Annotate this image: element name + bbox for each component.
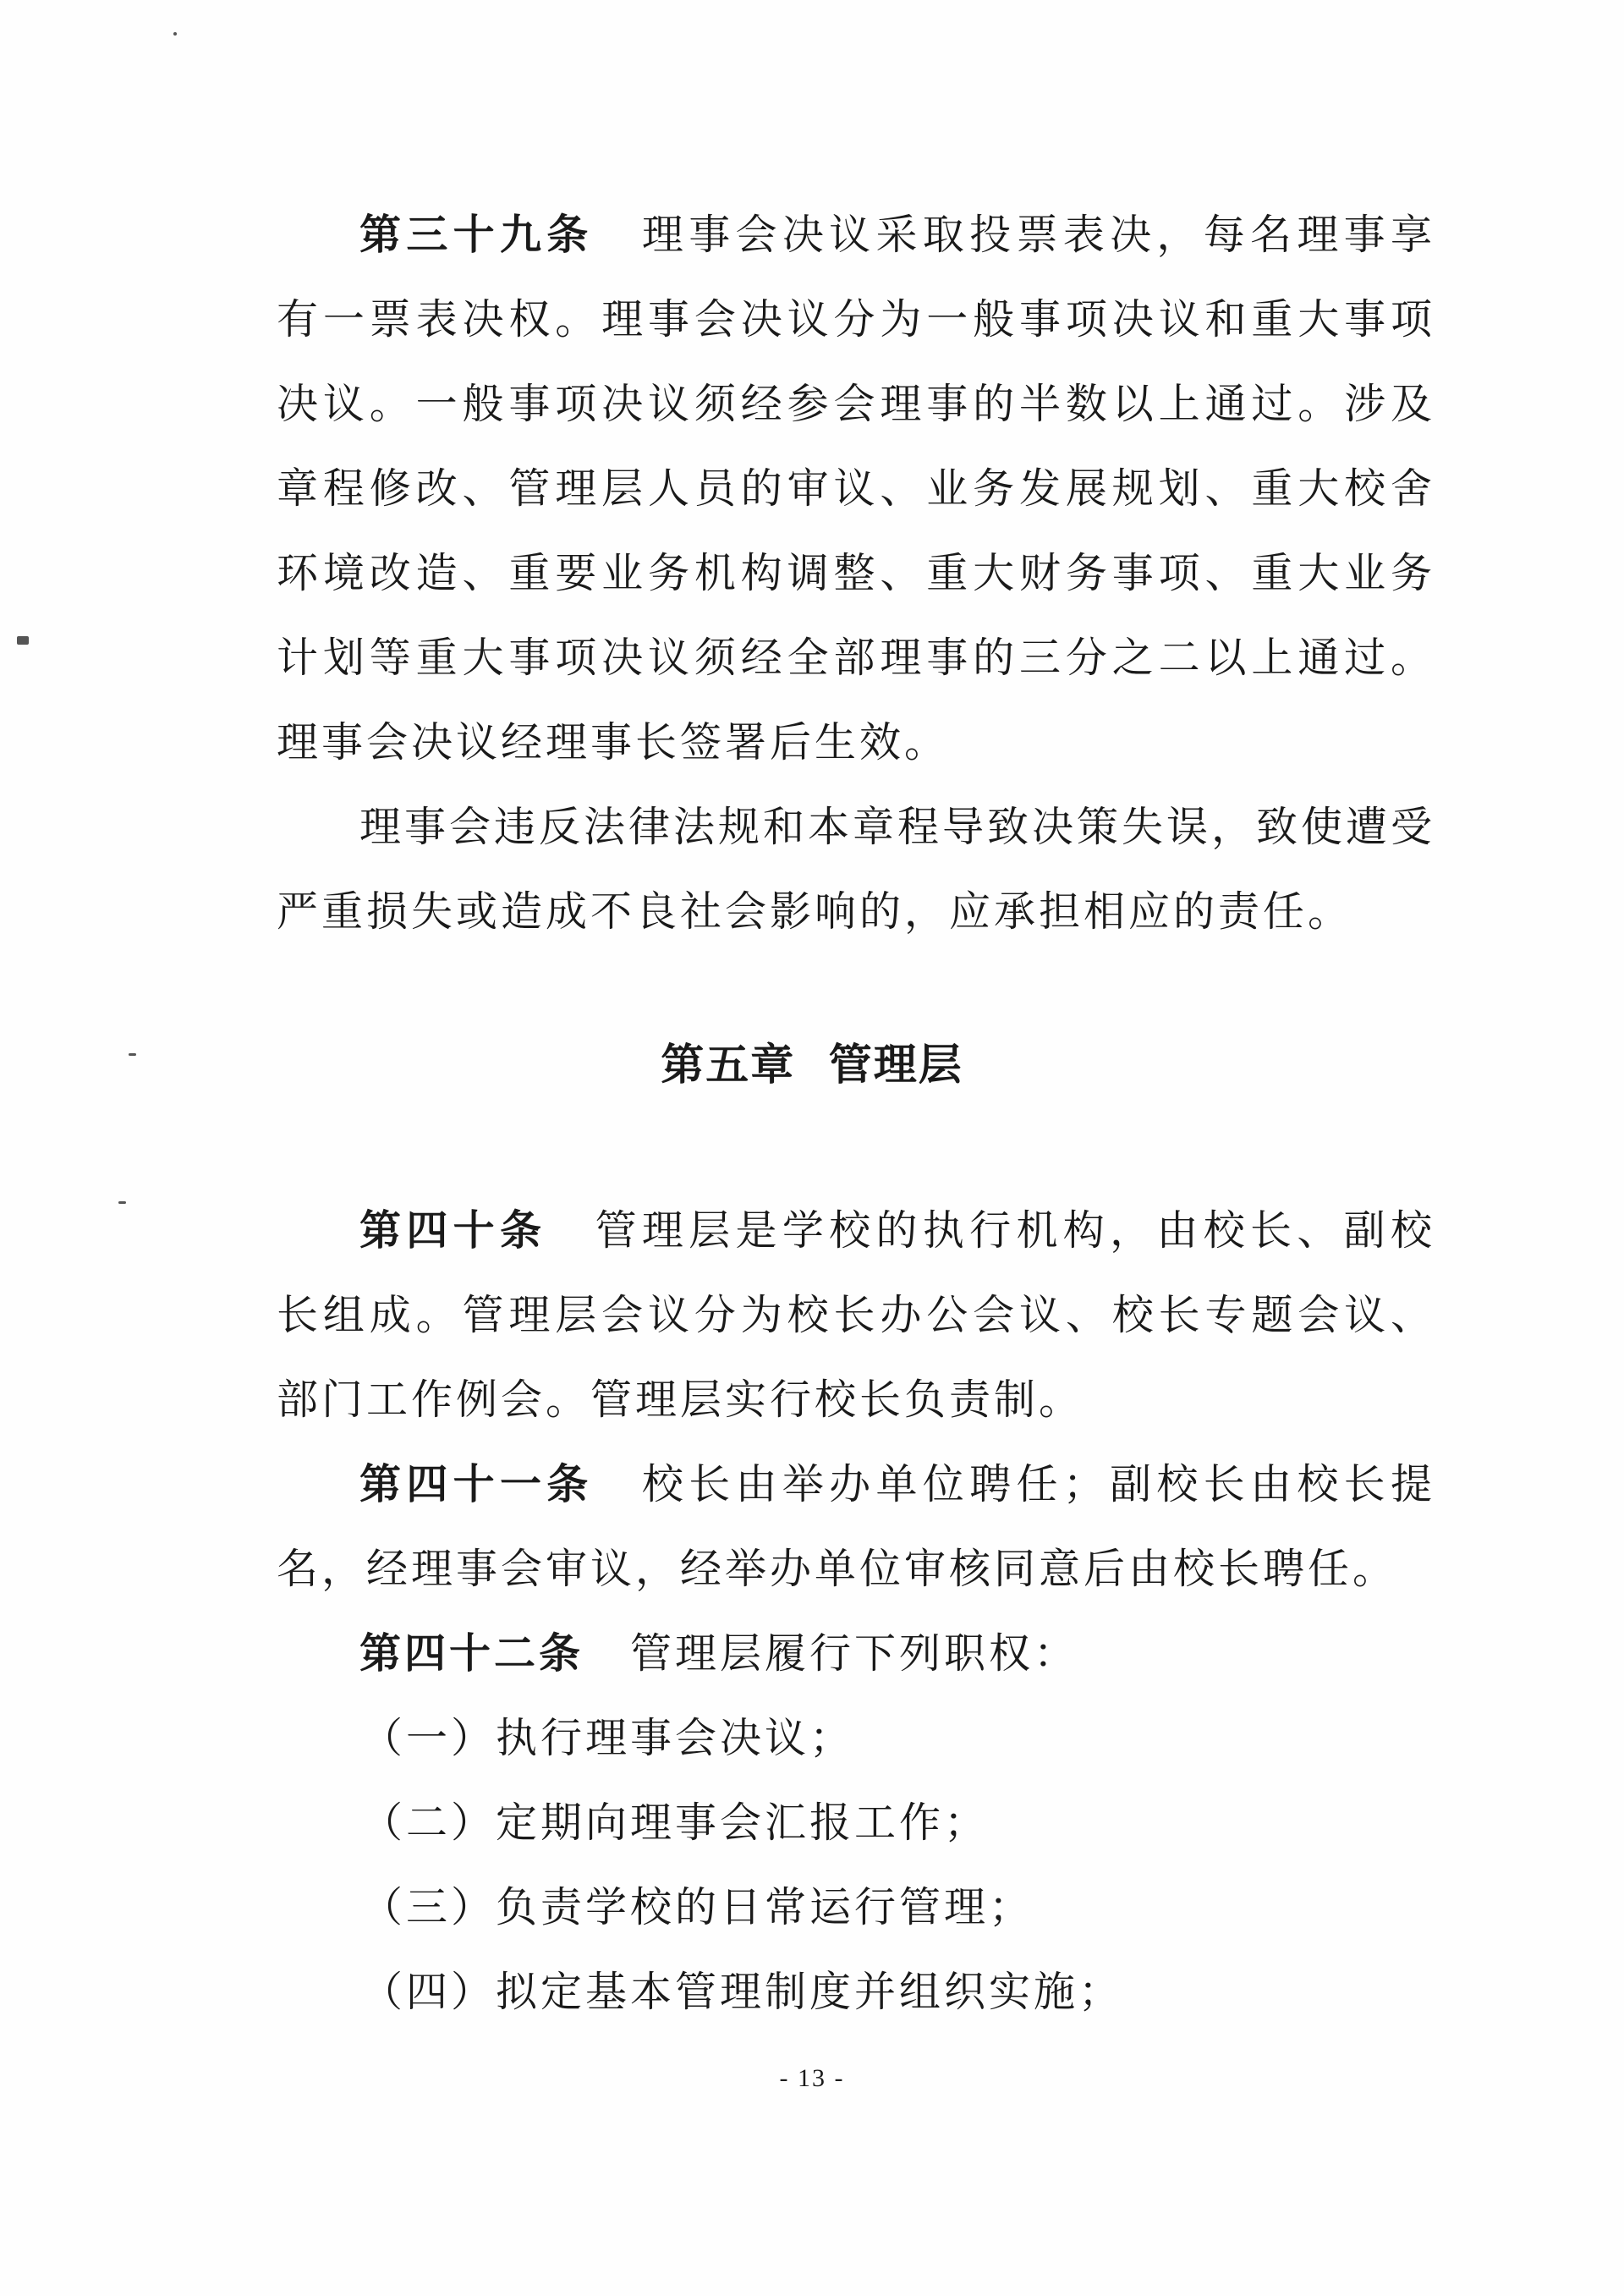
- scan-speck: [17, 636, 29, 645]
- chapter-5-body: [277, 1189, 1435, 2035]
- list-item: （二）定期向理事会汇报工作；: [361, 1799, 990, 1847]
- article-39-paragraph: [277, 193, 1435, 785]
- article-39-paragraph-2: 理事会违反法律法规和本章程导致决策失误，致使遭受严重损失或造成不良社会影响的，应承担相应的责任。: [277, 803, 1436, 936]
- article-42-text: 管理层履行下列职权：: [630, 1629, 1079, 1678]
- list-item: （三）负责学校的日常运行管理；: [361, 1883, 1034, 1931]
- article-39-text: 理事会决议采取投票表决，每名理事享有一票表决权。理事会决议分为一般事项决议和重大事项决议。一般事项决议须经参会理事的半数以上通过。涉及章程修改、管理层人员的审议、业务发展规划、重大校舍环境改造、重要业务机构调整、重大财务事项、重大业务计划等重大事项决议须经全部理事的三分之二以上通过。理事会决议经理事长签署后生效。: [277, 211, 1435, 766]
- article-40-paragraph: [277, 1189, 1435, 1442]
- article-41-paragraph: [277, 1442, 1435, 1612]
- article-42-number: 第四十二条: [359, 1629, 584, 1678]
- list-item: （一）执行理事会决议；: [361, 1714, 855, 1762]
- article-40-text: 管理层是学校的执行机构，由校长、副校长组成。管理层会议分为校长办公会议、校长专题会议、部门工作例会。管理层实行校长负责制。: [277, 1206, 1435, 1424]
- article-41-number: 第四十一条: [359, 1460, 594, 1508]
- article-41-text: 校长由举办单位聘任；副校长由校长提名，经理事会审议，经举办单位审核同意后由校长聘任。: [277, 1460, 1435, 1593]
- article-40-number: 第四十条: [359, 1206, 547, 1255]
- list-item: （四）拟定基本管理制度并组织实施；: [361, 1968, 1124, 2016]
- scan-speck: [173, 32, 177, 36]
- article-39-number: 第三十九条: [359, 211, 594, 259]
- chapter-heading: 第五章 管理层: [661, 1041, 963, 1090]
- page-number: - 13 -: [779, 2064, 845, 2092]
- scan-speck: [118, 1201, 126, 1204]
- article-42-paragraph: [277, 1612, 1435, 1696]
- article-39-section: [277, 193, 1435, 954]
